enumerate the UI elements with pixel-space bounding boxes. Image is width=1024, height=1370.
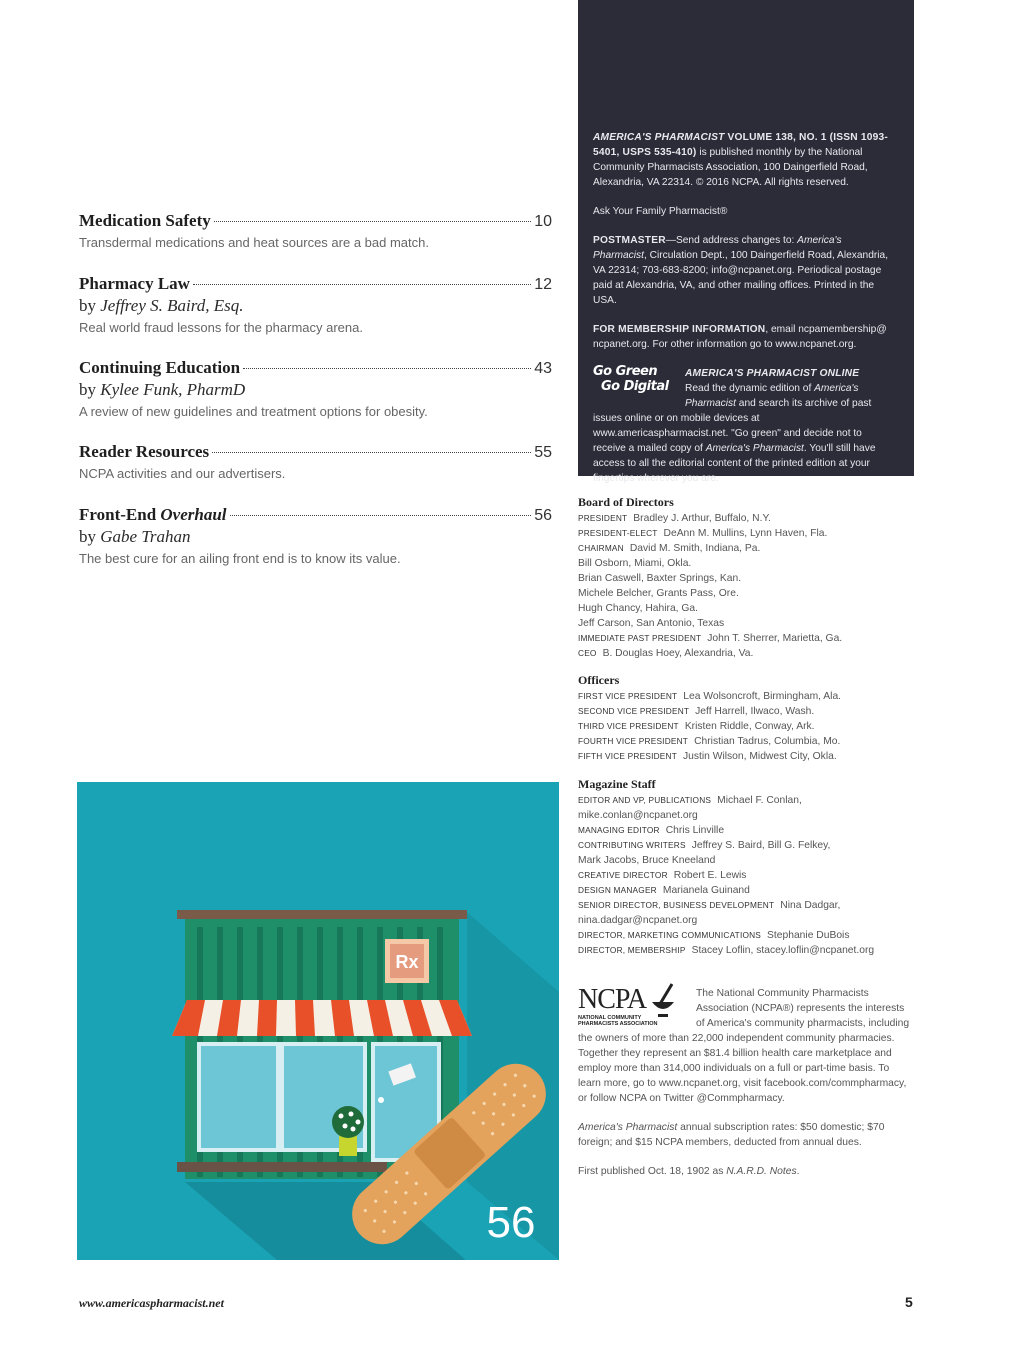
role-label: THIRD VICE PRESIDENT	[578, 721, 679, 731]
officers	[578, 673, 918, 764]
person-name: Nina Dadgar,	[780, 900, 841, 911]
toc-title: Continuing Education	[79, 358, 241, 377]
person-name: Michael F. Conlan,	[717, 795, 802, 806]
role-label: PRESIDENT	[578, 513, 628, 523]
toc-entry[interactable]	[79, 274, 552, 335]
toc-page-number: 56	[534, 507, 552, 524]
toc-description: Real world fraud lessons for the pharmacy arena.	[79, 320, 363, 335]
person-row	[578, 719, 918, 734]
person-row	[578, 601, 918, 616]
staff-heading: Magazine Staff	[578, 777, 656, 791]
toc-entry[interactable]	[79, 442, 552, 481]
role-label: IMMEDIATE PAST PRESIDENT	[578, 633, 702, 643]
role-label: FOURTH VICE PRESIDENT	[578, 736, 689, 746]
person-name: Justin Wilson, Midwest City, Okla.	[682, 751, 837, 762]
person-name: Jeff Carson, San Antonio, Texas	[578, 618, 725, 629]
person-name: Stacey Loflin, stacey.loflin@ncpanet.org	[691, 945, 875, 956]
person-row	[578, 734, 918, 749]
person-row	[578, 823, 918, 838]
masthead-box	[578, 0, 914, 484]
person-row	[578, 883, 918, 898]
toc-title: Medication Safety	[79, 211, 211, 230]
toc-leader-dots	[193, 284, 531, 285]
footer-page-number: 5	[905, 1294, 913, 1310]
toc-author: by Jeffrey S. Baird, Esq.	[79, 296, 244, 315]
footer-url: www.americaspharmacist.net	[79, 1296, 224, 1310]
person-name: John T. Sherrer, Marietta, Ga.	[707, 633, 843, 644]
toc-leader-dots	[243, 368, 531, 369]
person-row	[578, 943, 918, 958]
person-name: Mark Jacobs, Bruce Kneeland	[578, 855, 716, 866]
board-heading: Board of Directors	[578, 495, 674, 509]
toc-description: A review of new guidelines and treatment options for obesity.	[79, 404, 428, 419]
storefront-illustration	[77, 782, 559, 1260]
person-row	[578, 838, 918, 853]
person-row	[578, 646, 918, 661]
toc-page-number: 10	[534, 213, 552, 230]
role-label: EDITOR AND VP, PUBLICATIONS	[578, 795, 712, 805]
person-row	[578, 898, 918, 913]
person-name: Jeff Harrell, Ilwaco, Wash.	[695, 706, 815, 717]
person-name: B. Douglas Hoey, Alexandria, Va.	[602, 648, 754, 659]
role-label: CREATIVE DIRECTOR	[578, 870, 668, 880]
ask-line: Ask Your Family Pharmacist®	[593, 206, 728, 217]
person-name: David M. Smith, Indiana, Pa.	[629, 543, 761, 554]
toc-leader-dots	[214, 221, 531, 222]
person-row	[578, 586, 918, 601]
person-name: Bradley J. Arthur, Buffalo, N.Y.	[633, 513, 771, 524]
person-row	[578, 541, 918, 556]
person-row	[578, 631, 918, 646]
role-label: SECOND VICE PRESIDENT	[578, 706, 690, 716]
role-label: CEO	[578, 648, 597, 658]
toc-entry[interactable]	[79, 211, 552, 250]
ncpa-section	[578, 986, 914, 1179]
toc-leader-dots	[212, 452, 531, 453]
toc-author: by Kylee Funk, PharmD	[79, 380, 246, 399]
toc-description: Transdermal medications and heat sources are a bad match.	[79, 235, 429, 250]
person-name: Christian Tadrus, Columbia, Mo.	[694, 736, 841, 747]
person-name: Marianela Guinand	[662, 885, 750, 896]
toc-title: Pharmacy Law	[79, 274, 190, 293]
ncpa-logo: NCPA NATIONAL COMMUNITY PHARMACISTS ASSOCIATION	[578, 986, 690, 1030]
toc-entry[interactable]	[79, 505, 552, 566]
person-name: Hugh Chancy, Hahira, Ga.	[578, 603, 698, 614]
role-label: SENIOR DIRECTOR, BUSINESS DEVELOPMENT	[578, 900, 775, 910]
person-name: mike.conlan@ncpanet.org	[578, 810, 698, 821]
toc-page-number: 12	[534, 276, 552, 293]
toc-title: Reader Resources	[79, 442, 210, 461]
person-name: Robert E. Lewis	[673, 870, 747, 881]
person-row	[578, 616, 918, 631]
toc-author: by Gabe Trahan	[79, 527, 191, 546]
postmaster-info: POSTMASTER—Send address changes to: America's Pharmacist, Circulation Dept., 100 Daingerfield Road, Alexandria, VA 22314; 703-683-8200; info@ncpanet.org. Periodical postage paid at Alexandria, VA, and other mailing offices. Printed in the USA.	[593, 235, 889, 306]
role-label: DIRECTOR, MARKETING COMMUNICATIONS	[578, 930, 762, 940]
person-row	[578, 704, 918, 719]
person-name: Michele Belcher, Grants Pass, Ore.	[578, 588, 739, 599]
membership-info: FOR MEMBERSHIP INFORMATION, email ncpamembership@ ncpanet.org. For other information go to www.ncpanet.org.	[593, 324, 887, 350]
person-row	[578, 689, 918, 704]
person-name: Chris Linville	[665, 825, 725, 836]
person-row	[578, 511, 918, 526]
role-label: FIRST VICE PRESIDENT	[578, 691, 678, 701]
feature-page-number: 56	[486, 1198, 536, 1247]
subscription-rates: America's Pharmacist annual subscription rates: $50 domestic; $70 foreign; and $15 NCPA members, deducted from annual dues.	[578, 1122, 885, 1148]
person-name: Bill Osborn, Miami, Okla.	[578, 558, 692, 569]
person-name: Lea Wolsoncroft, Birmingham, Ala.	[683, 691, 842, 702]
publication-statement: AMERICA'S PHARMACIST VOLUME 138, NO. 1 (ISSN 1093-5401, USPS 535-410) is published monthly by the National Community Pharmacists Association, 100 Daingerfield Road, Alexandria, VA 22314. © 2016 NCPA. All rights reserved.	[593, 132, 888, 188]
toc-entry[interactable]	[79, 358, 552, 419]
person-row	[578, 808, 918, 823]
mortar-pestle-icon	[648, 982, 678, 1018]
person-name: DeAnn M. Mullins, Lynn Haven, Fla.	[663, 528, 828, 539]
officers-heading: Officers	[578, 673, 620, 687]
online-info: Go Green Go Digital AMERICA'S PHARMACIST ONLINE Read the dynamic edition of America's Pharmacist and search its archive of past issues online or on mobile devices at www.americaspharmacist.net. "Go green" and decide not to receive a mailed copy of America's Pharmacist. You'll still have access to all the editorial content of the printed edition at your fingertips wherever you are.	[593, 364, 876, 484]
person-row	[578, 868, 918, 883]
toc-description: The best cure for an ailing front end is to know its value.	[79, 551, 401, 566]
person-row	[578, 793, 918, 808]
role-label: CONTRIBUTING WRITERS	[578, 840, 686, 850]
role-label: DESIGN MANAGER	[578, 885, 657, 895]
magazine-staff	[578, 777, 918, 958]
toc-title: Front-End Overhaul	[79, 505, 227, 524]
role-label: CHAIRMAN	[578, 543, 624, 553]
first-published: First published Oct. 18, 1902 as N.A.R.D. Notes.	[578, 1166, 800, 1177]
person-row	[578, 749, 918, 764]
person-name: Brian Caswell, Baxter Springs, Kan.	[578, 573, 742, 584]
rx-sign: Rx	[395, 952, 419, 972]
person-name: Stephanie DuBois	[767, 930, 850, 941]
person-row	[578, 928, 918, 943]
role-label: FIFTH VICE PRESIDENT	[578, 751, 677, 761]
board-of-directors	[578, 495, 918, 661]
toc-page-number: 55	[534, 444, 552, 461]
person-name: Kristen Riddle, Conway, Ark.	[684, 721, 815, 732]
person-row	[578, 571, 918, 586]
person-name: nina.dadgar@ncpanet.org	[578, 915, 698, 926]
toc-leader-dots	[230, 515, 532, 516]
role-label: MANAGING EDITOR	[578, 825, 660, 835]
person-row	[578, 913, 918, 928]
toc-description: NCPA activities and our advertisers.	[79, 466, 286, 481]
role-label: PRESIDENT-ELECT	[578, 528, 658, 538]
person-row	[578, 556, 918, 571]
role-label: DIRECTOR, MEMBERSHIP	[578, 945, 686, 955]
ncpa-about: The National Community Pharmacists Association (NCPA®) represents the interests of America's community pharmacists, including the owners of more than 22,000 independent community pharmacies. Together they represent an $81.4 billion health care marketplace and employ more than 314,000 individuals on a full or part-time basis. To learn more, go to www.ncpanet.org, visit facebook.com/commpharmacy, or follow NCPA on Twitter @Commpharmacy.	[578, 988, 910, 1104]
toc-page-number: 43	[534, 360, 552, 377]
person-row	[578, 853, 918, 868]
person-name: Jeffrey S. Baird, Bill G. Felkey,	[691, 840, 831, 851]
person-row	[578, 526, 918, 541]
go-green-logo: Go Green Go Digital	[593, 364, 669, 394]
